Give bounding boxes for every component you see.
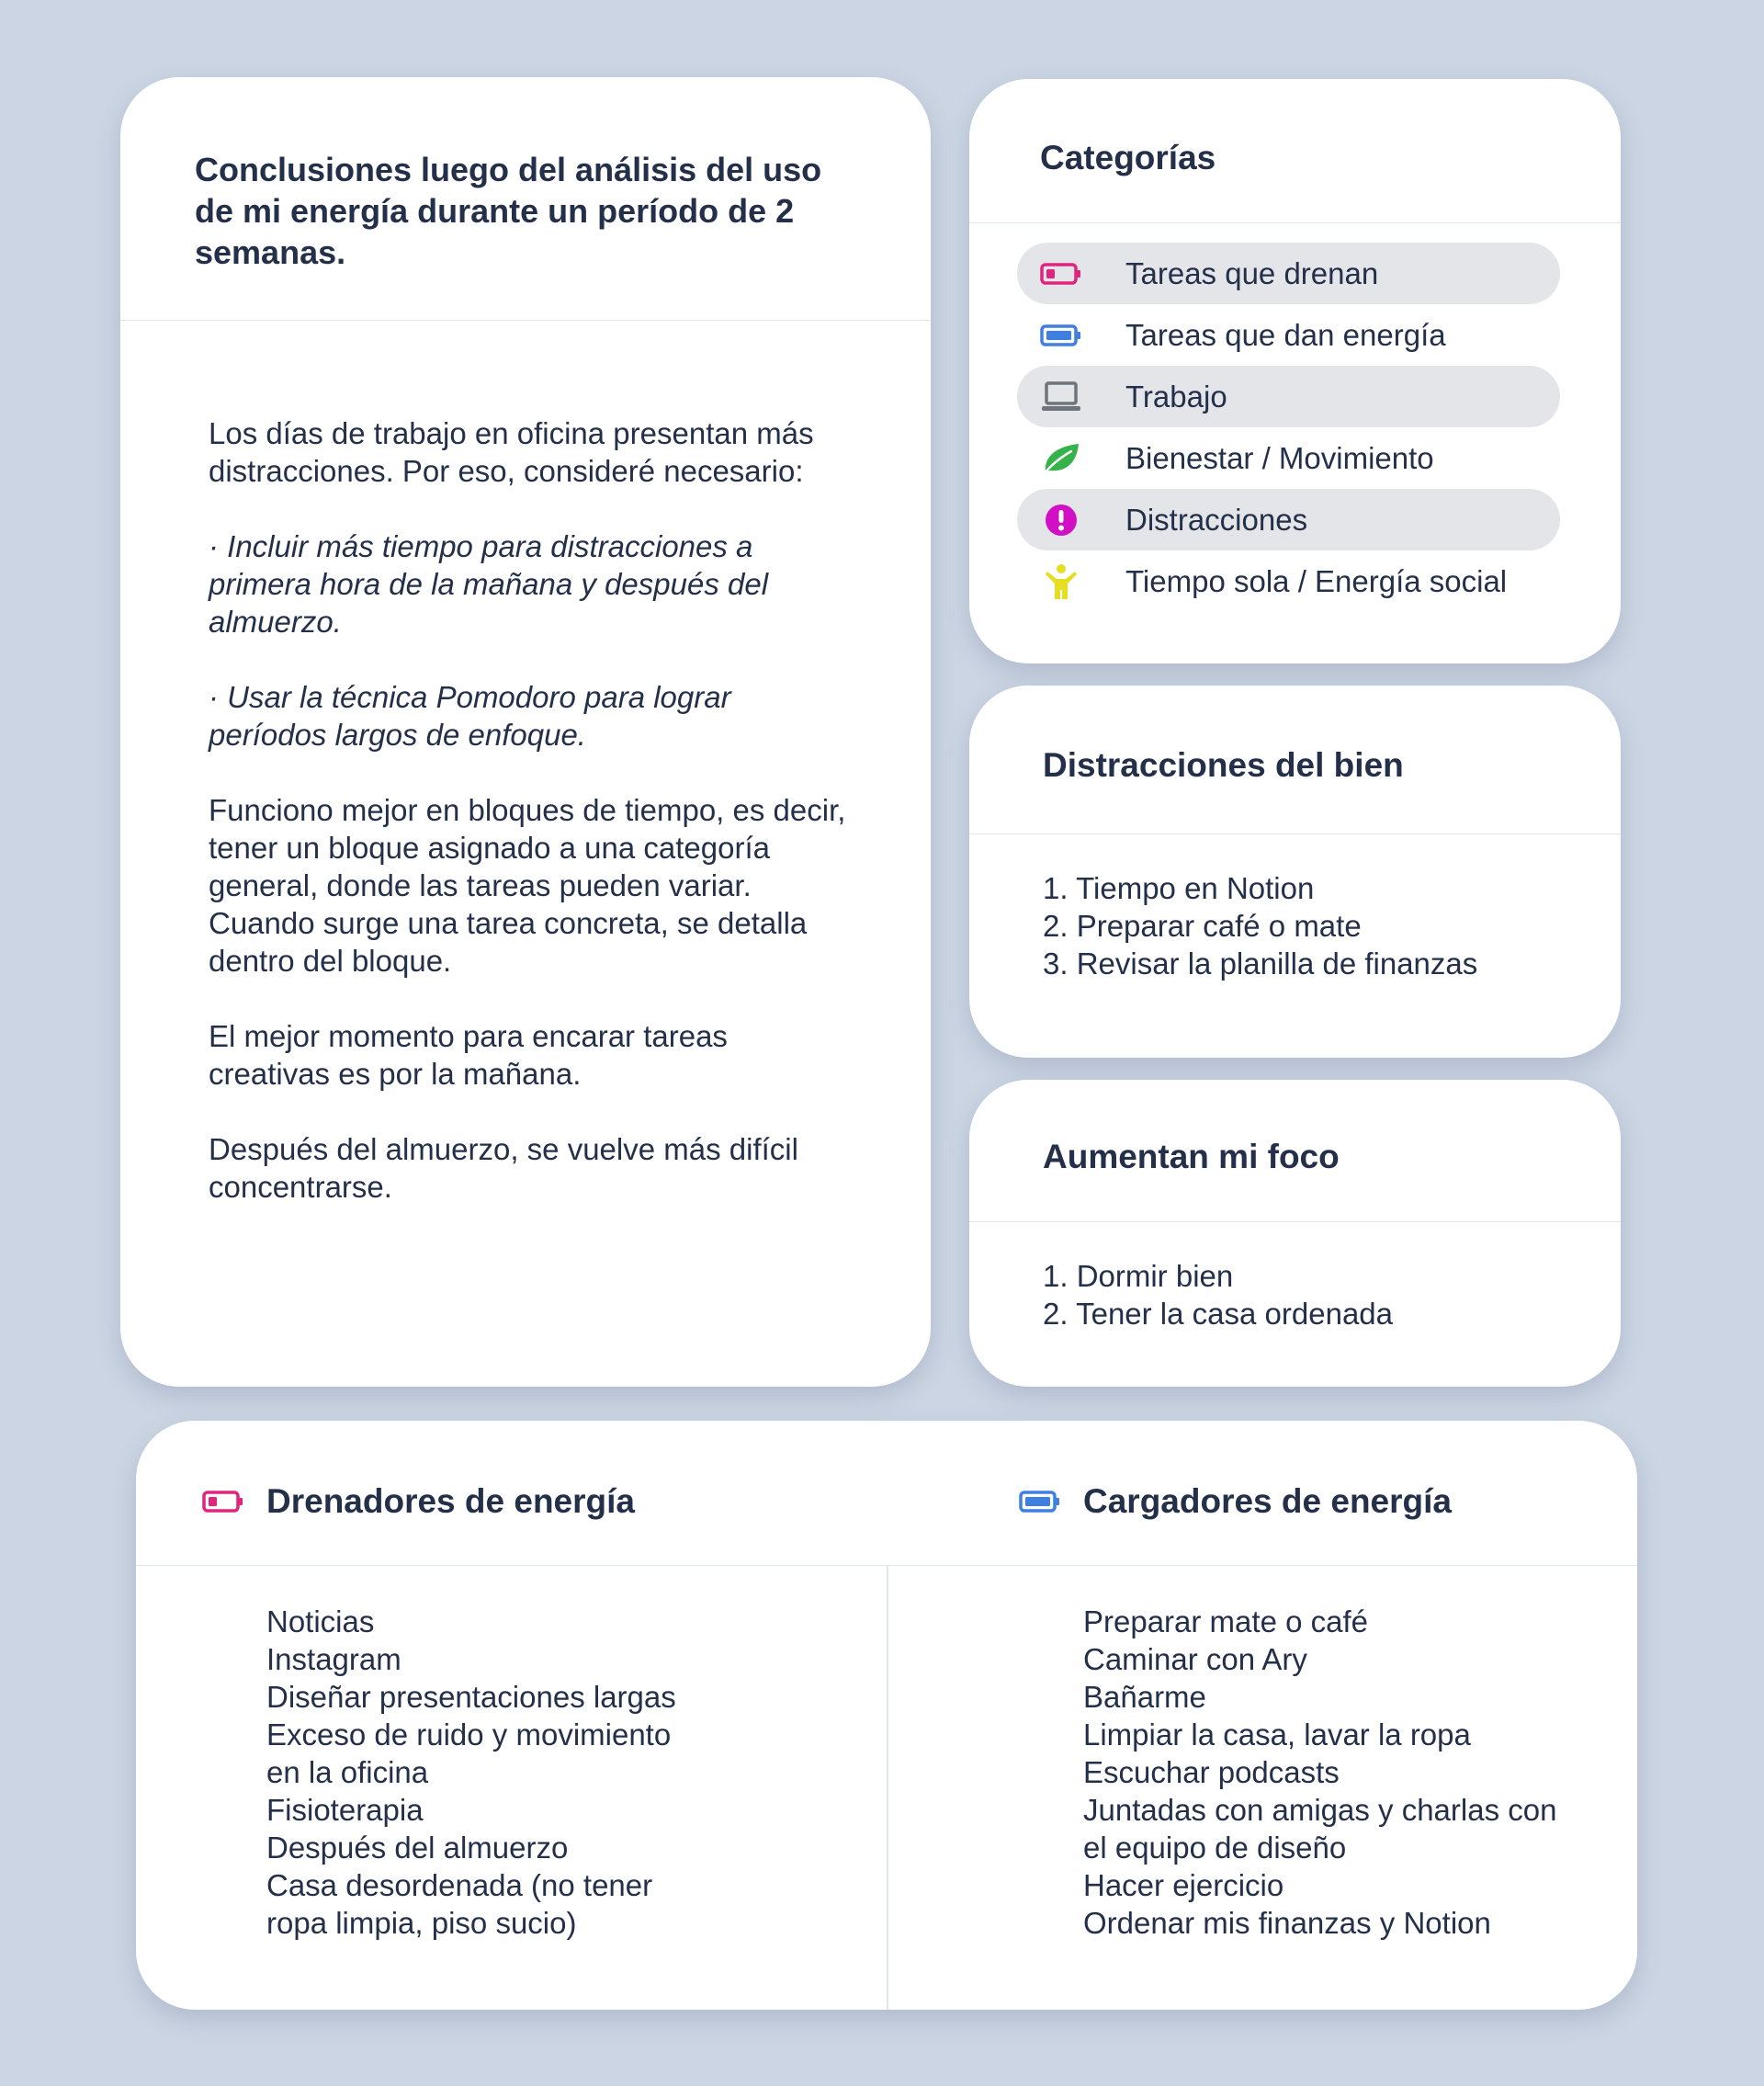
category-label: Tiempo sola / Energía social	[1125, 563, 1508, 598]
category-label: Tareas que drenan	[1125, 255, 1379, 290]
list-item: 1. Tiempo en Notion	[1043, 871, 1315, 905]
list-item: Ordenar mis finanzas y Notion	[1083, 1906, 1491, 1940]
list-item: en la oficina	[266, 1755, 429, 1789]
category-label: Tareas que dan energía	[1125, 317, 1446, 352]
list-item: Caminar con Ary	[1083, 1642, 1307, 1676]
drainers-list	[266, 1603, 726, 1942]
chargers-list	[1083, 1603, 1598, 1942]
list-item: Después del almuerzo	[266, 1831, 569, 1865]
battery-low-icon	[1040, 255, 1082, 292]
list-item: Exceso de ruido y movimiento	[266, 1718, 672, 1752]
list-item: Limpiar la casa, lavar la ropa	[1083, 1718, 1471, 1752]
category-item-drain[interactable]	[1017, 243, 1560, 304]
list-item: Bañarme	[1083, 1680, 1206, 1714]
conclusions-paragraph: Funciono mejor en bloques de tiempo, es decir, tener un bloque asignado a una categoría general, donde las tareas pueden variar. Cuando surge una tarea concreta, se detalla dentro del bloque.	[209, 793, 846, 978]
battery-full-icon	[1040, 317, 1082, 354]
exclamation-icon	[1040, 502, 1082, 539]
list-item: Casa desordenada (no tener	[266, 1868, 653, 1902]
category-item-wellbeing[interactable]	[1017, 427, 1560, 489]
category-label: Bienestar / Movimiento	[1125, 440, 1434, 475]
conclusions-card	[120, 77, 931, 1387]
category-label: Trabajo	[1125, 379, 1227, 414]
list-item: 2. Tener la casa ordenada	[1043, 1297, 1393, 1331]
chargers-heading	[1019, 1481, 1452, 1522]
categories-list	[969, 243, 1621, 612]
list-item: Diseñar presentaciones largas	[266, 1680, 676, 1714]
category-item-distractions[interactable]	[1017, 489, 1560, 550]
laptop-icon	[1040, 379, 1082, 415]
focus-card	[969, 1080, 1621, 1387]
conclusions-paragraph: El mejor momento para encarar tareas creativas es por la mañana.	[209, 1019, 728, 1091]
good-distractions-list	[969, 834, 1621, 982]
list-item: Escuchar podcasts	[1083, 1755, 1340, 1789]
battery-low-icon	[202, 1489, 246, 1514]
good-distractions-header	[969, 686, 1621, 834]
category-label: Distracciones	[1125, 502, 1308, 537]
category-item-energy[interactable]	[1017, 304, 1560, 366]
list-item: Preparar mate o café	[1083, 1604, 1368, 1638]
conclusions-intro: Los días de trabajo en oficina presentan más distracciones. Por eso, consideré necesario:	[209, 416, 814, 488]
drainers-title: Drenadores de energía	[266, 1482, 635, 1520]
focus-list	[969, 1222, 1621, 1332]
focus-header	[969, 1080, 1621, 1222]
conclusions-header	[120, 77, 931, 321]
list-item: 2. Preparar café o mate	[1043, 909, 1362, 943]
energy-header	[136, 1421, 1637, 1566]
conclusions-bullet: · Usar la técnica Pomodoro para lograr períodos largos de enfoque.	[209, 680, 731, 752]
list-item: Noticias	[266, 1604, 375, 1638]
list-item: Instagram	[266, 1642, 401, 1676]
drainers-heading	[202, 1481, 635, 1522]
list-item: Fisioterapia	[266, 1793, 424, 1827]
list-item: 3. Revisar la planilla de finanzas	[1043, 947, 1478, 981]
category-item-social[interactable]	[1017, 550, 1560, 612]
good-distractions-title: Distracciones del bien	[1043, 746, 1404, 784]
energy-card	[136, 1421, 1637, 2010]
list-item: Juntadas con amigas y charlas con	[1083, 1793, 1557, 1827]
list-item: 1. Dormir bien	[1043, 1259, 1234, 1293]
conclusions-body	[120, 321, 931, 1206]
list-item: Hacer ejercicio	[1083, 1868, 1284, 1902]
battery-full-icon	[1019, 1489, 1063, 1514]
list-item: el equipo de diseño	[1083, 1831, 1347, 1865]
conclusions-paragraph: Después del almuerzo, se vuelve más difícil concentrarse.	[209, 1132, 798, 1204]
chargers-title: Cargadores de energía	[1083, 1482, 1452, 1520]
conclusions-bullet: · Incluir más tiempo para distracciones a primera hora de la mañana y después del almuerzo.	[209, 529, 769, 639]
column-divider	[887, 1566, 888, 2010]
list-item: ropa limpia, piso sucio)	[266, 1906, 577, 1940]
person-icon	[1040, 563, 1082, 600]
leaf-icon	[1040, 440, 1082, 477]
category-item-work[interactable]	[1017, 366, 1560, 427]
focus-title: Aumentan mi foco	[1043, 1138, 1340, 1175]
categories-title: Categorías	[1040, 139, 1216, 176]
good-distractions-card	[969, 686, 1621, 1058]
categories-card	[969, 79, 1621, 663]
conclusions-title: Conclusiones luego del análisis del uso de mi energía durante un período de 2 semanas.	[195, 151, 822, 271]
categories-header	[969, 79, 1621, 223]
